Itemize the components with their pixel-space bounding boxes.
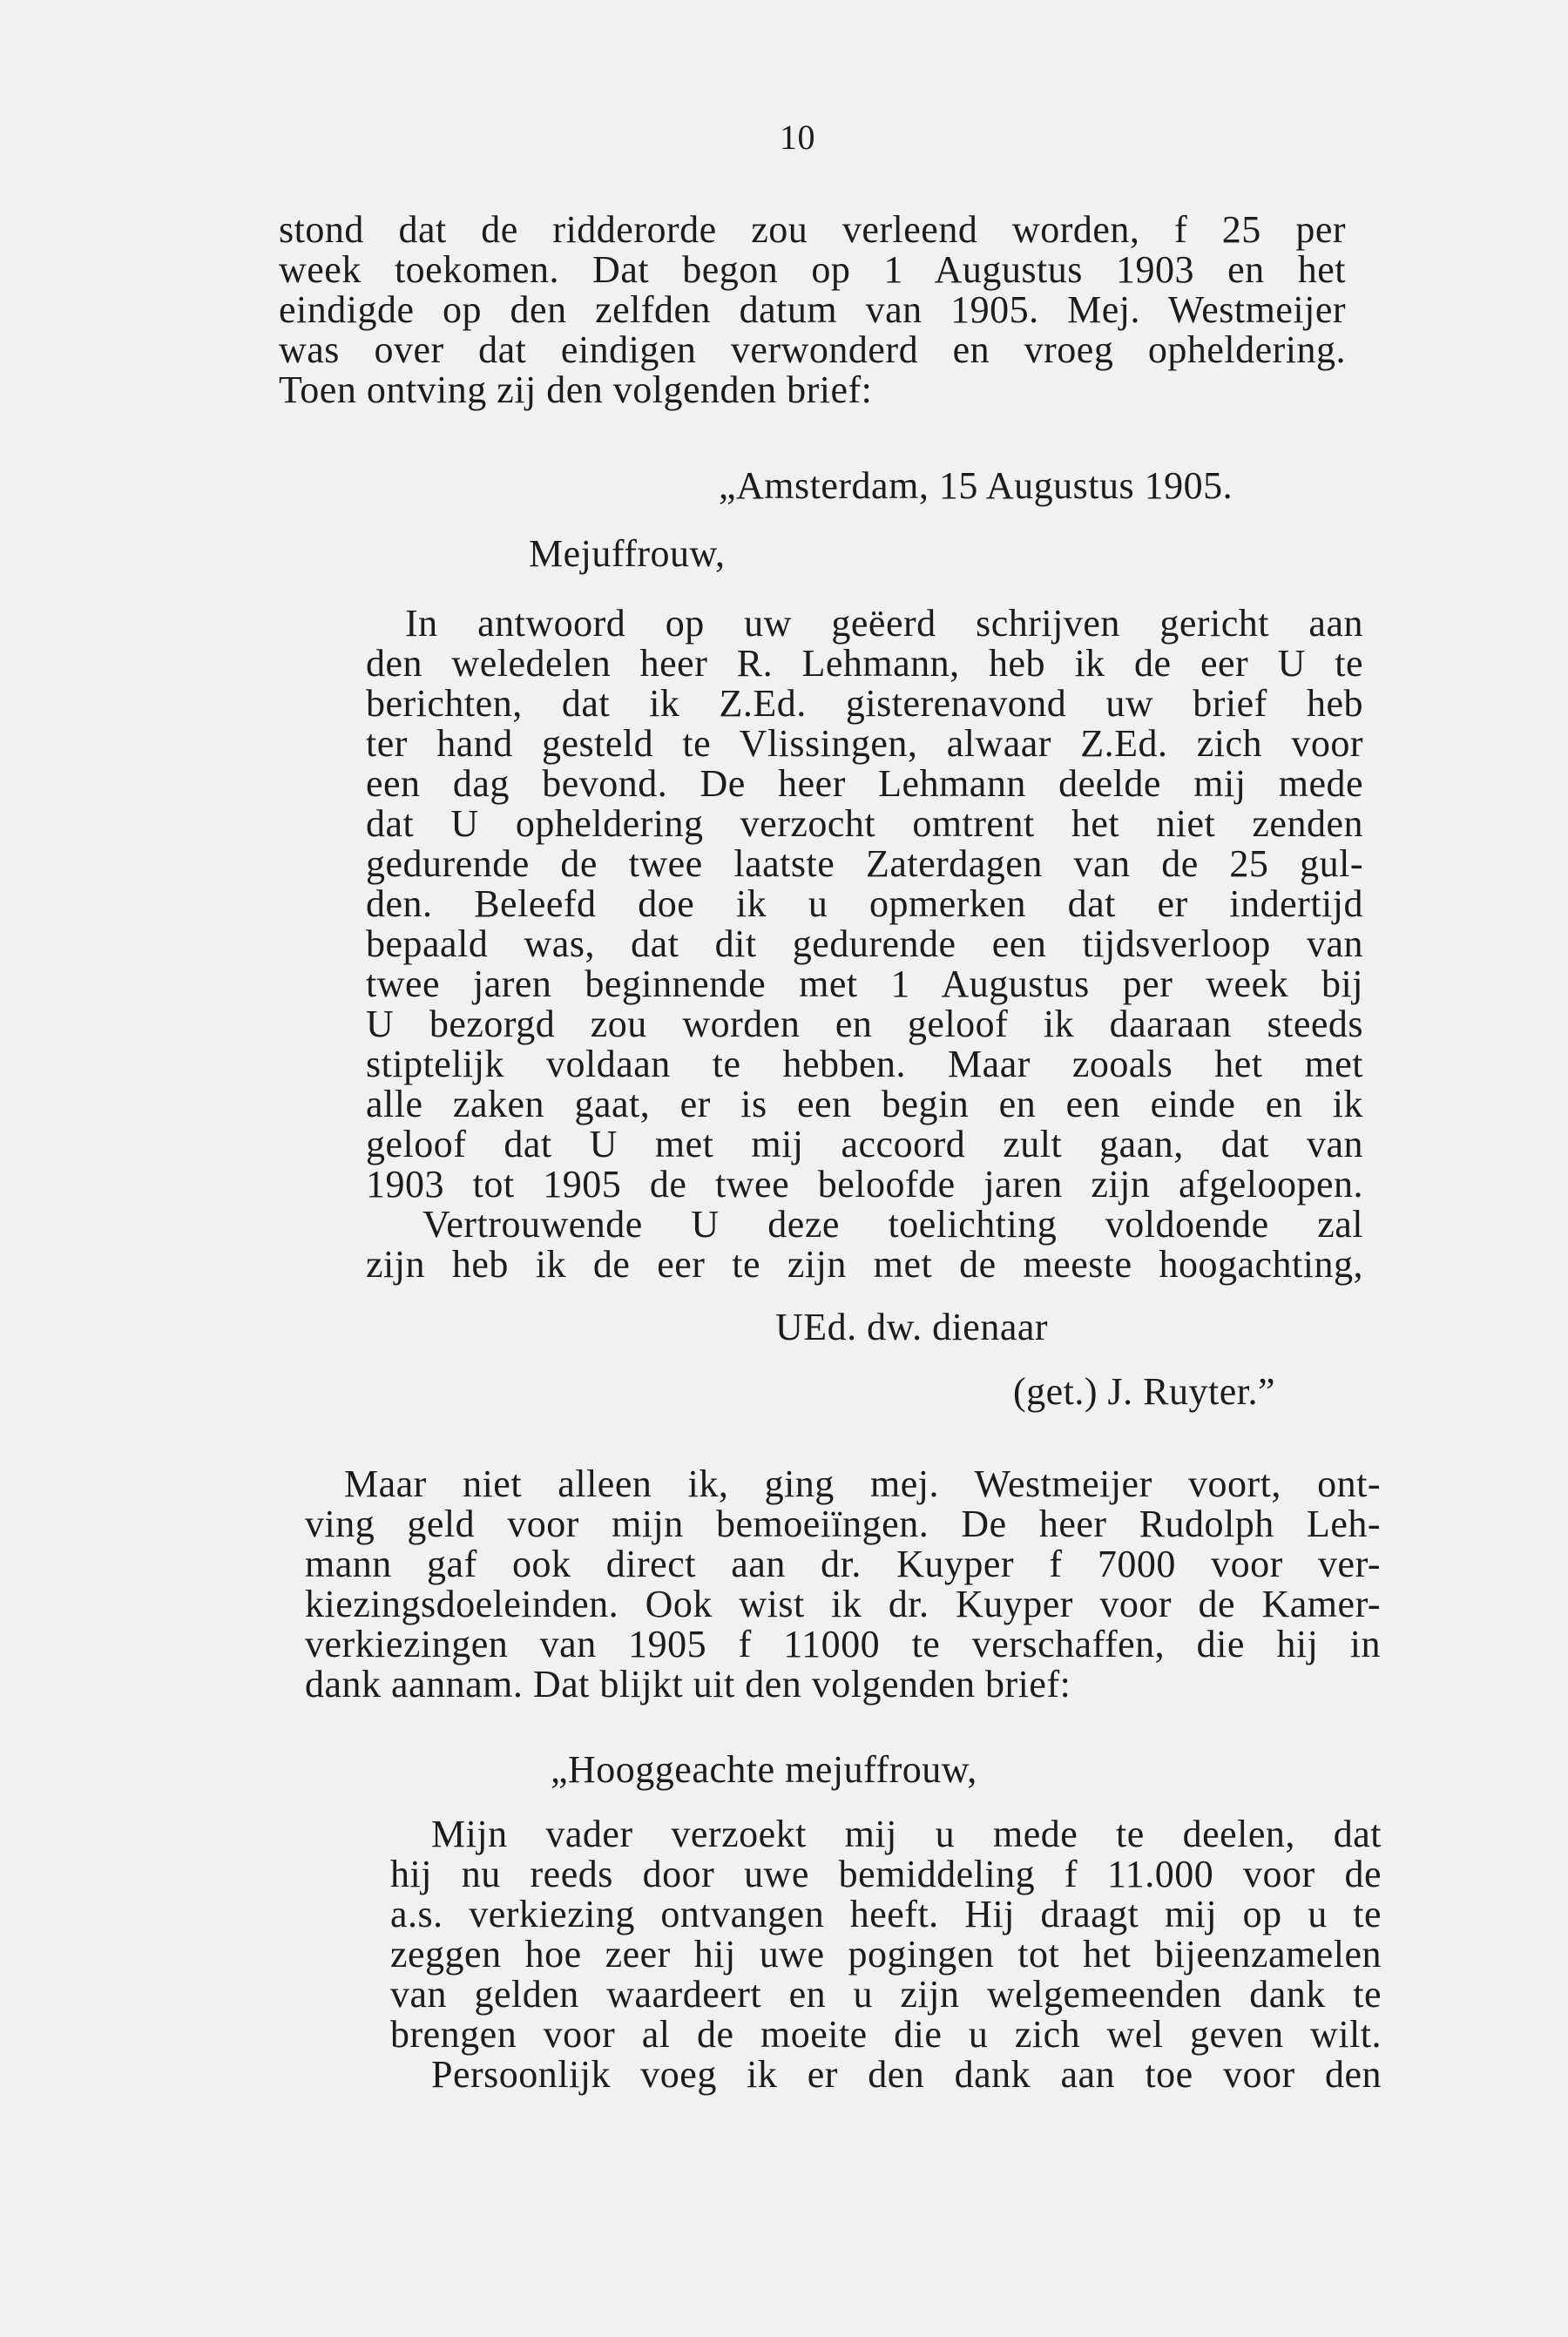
text-line: alle zaken gaat, er is een begin en een einde en ik xyxy=(366,1083,1363,1125)
text-line: In antwoord op uw geëerd schrijven gericht aan xyxy=(405,602,1363,645)
text-line: den. Beleefd doe ik u opmerken dat er indertijd xyxy=(366,882,1363,925)
text-line: week toekomen. Dat begon op 1 Augustus 1903 en het xyxy=(279,248,1346,291)
letter-signature: (get.) J. Ruyter.” xyxy=(1013,1370,1276,1413)
text-line: kiezingsdoeleinden. Ook wist ik dr. Kuyper voor de Kamer- xyxy=(305,1583,1381,1625)
text-line: a.s. verkiezing ontvangen heeft. Hij draagt mij op u te xyxy=(390,1893,1382,1935)
text-line: een dag bevond. De heer Lehmann deelde mij mede xyxy=(366,762,1363,805)
text-line: van gelden waardeert en u zijn welgemeenden dank te xyxy=(390,1973,1382,2016)
text-line: Mijn vader verzoekt mij u mede te deelen, dat xyxy=(431,1813,1382,1855)
text-line: was over dat eindigen verwonderd en vroeg opheldering. xyxy=(279,328,1346,371)
text-line: eindigde op den zelfden datum van 1905. Mej. Westmeijer xyxy=(279,288,1346,331)
text-line: berichten, dat ik Z.Ed. gisterenavond uw brief heb xyxy=(366,682,1363,725)
text-line: bepaald was, dat dit gedurende een tijdsverloop van xyxy=(366,922,1363,965)
text-line: stond dat de ridderorde zou verleend worden, f 25 per xyxy=(279,208,1346,251)
text-line: U bezorgd zou worden en geloof ik daaraan steeds xyxy=(366,1003,1363,1045)
letter-closing: UEd. dw. dienaar xyxy=(775,1306,1049,1348)
letter-place-date: „Amsterdam, 15 Augustus 1905. xyxy=(719,464,1233,507)
text-line: den weledelen heer R. Lehmann, heb ik de eer U te xyxy=(366,642,1363,685)
text-line: verkiezingen van 1905 f 11000 te verschaffen, die hij in xyxy=(305,1623,1381,1665)
text-line: brengen voor al de moeite die u zich wel geven wilt. xyxy=(390,2013,1382,2056)
text-line: hij nu reeds door uwe bemiddeling f 11.000 voor de xyxy=(390,1853,1382,1895)
text-line: Maar niet alleen ik, ging mej. Westmeijer voort, ont- xyxy=(344,1462,1381,1505)
text-line: gedurende de twee laatste Zaterdagen van de 25 gul- xyxy=(366,842,1363,885)
text-line: twee jaren beginnende met 1 Augustus per week bij xyxy=(366,962,1363,1005)
text-line: ving geld voor mijn bemoeiïngen. De heer Rudolph Leh- xyxy=(305,1503,1381,1545)
letter-salutation: „Hooggeachte mejuffrouw, xyxy=(551,1748,977,1791)
text-line: geloof dat U met mij accoord zult gaan, dat van xyxy=(366,1123,1363,1165)
text-line: Vertrouwende U deze toelichting voldoende zal xyxy=(422,1203,1363,1246)
text-line: 1903 tot 1905 de twee beloofde jaren zijn afgeloopen. xyxy=(366,1163,1363,1206)
text-line: dank aannam. Dat blijkt uit den volgenden brief: xyxy=(305,1663,1071,1705)
text-line: mann gaf ook direct aan dr. Kuyper f 7000 voor ver- xyxy=(305,1543,1381,1585)
letter-salutation: Mejuffrouw, xyxy=(529,532,726,575)
text-line: zeggen hoe zeer hij uwe pogingen tot het bijeenzamelen xyxy=(390,1933,1382,1976)
text-line: zijn heb ik de eer te zijn met de meeste hoogachting, xyxy=(366,1243,1363,1286)
text-line: dat U opheldering verzocht omtrent het niet zenden xyxy=(366,802,1363,845)
page-number: 10 xyxy=(780,118,815,157)
text-line: Toen ontving zij den volgenden brief: xyxy=(279,368,873,411)
text-line: Persoonlijk voeg ik er den dank aan toe voor den xyxy=(431,2053,1382,2096)
text-line: ter hand gesteld te Vlissingen, alwaar Z.Ed. zich voor xyxy=(366,722,1363,765)
text-line: stiptelijk voldaan te hebben. Maar zooals het met xyxy=(366,1043,1363,1085)
